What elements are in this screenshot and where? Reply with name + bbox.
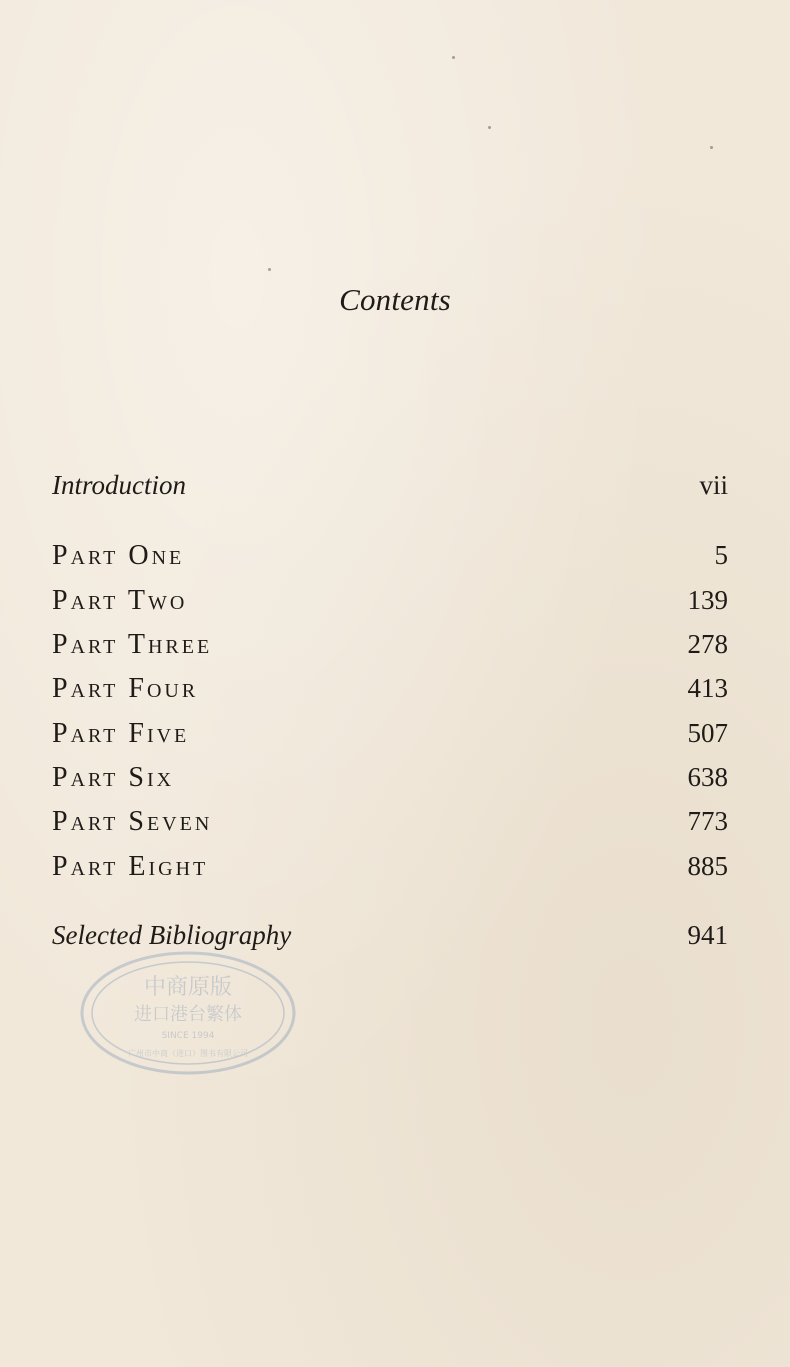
toc-entry-page: 773 [687, 806, 728, 836]
toc-entry-page: 638 [687, 762, 728, 792]
toc-entry-page: 941 [687, 920, 728, 950]
toc-entry-label: Part Eight [52, 851, 209, 882]
paper-speck [452, 56, 455, 59]
toc-entry-label: Part Four [52, 673, 199, 704]
toc-row-part-seven [52, 806, 728, 846]
stamp-text-bottom: 广州市中商（进口）图书有限公司 [128, 1049, 248, 1058]
paper-speck [488, 126, 491, 129]
toc-entry-label: Selected Bibliography [52, 920, 292, 950]
toc-entry-page: 5 [714, 540, 728, 570]
toc-entry-page: 885 [687, 851, 728, 881]
toc-row-part-three [52, 629, 728, 669]
toc-row-part-eight [52, 851, 728, 891]
toc-row-part-five [52, 718, 728, 758]
toc-entry-label: Part One [52, 540, 185, 571]
bookseller-stamp [78, 948, 298, 1078]
toc-entry-label: Part Three [52, 629, 213, 660]
paper-speck [268, 268, 271, 271]
toc-row-part-one [52, 540, 728, 580]
toc-entry-page: 413 [687, 673, 728, 703]
toc-entry-label: Introduction [52, 470, 186, 500]
toc-row-part-six [52, 762, 728, 802]
toc-row-part-two [52, 585, 728, 625]
toc-entry-label: Part Seven [52, 806, 213, 837]
toc-entry-page: 278 [687, 629, 728, 659]
toc-entry-page: 139 [687, 585, 728, 615]
stamp-text-since: SINCE 1994 [161, 1031, 215, 1041]
stamp-text-top: 中商原版 [143, 975, 233, 1000]
page-title: Contents [339, 282, 451, 317]
toc-entry-label: Part Five [52, 718, 190, 749]
stamp-text-middle: 进口港台繁体 [134, 1004, 242, 1025]
toc-row-introduction [52, 470, 728, 510]
toc-entry-page: vii [699, 470, 728, 500]
toc-entry-label: Part Two [52, 585, 188, 616]
paper-speck [710, 146, 713, 149]
toc-entry-page: 507 [687, 718, 728, 748]
toc-row-part-four [52, 673, 728, 713]
toc-entry-label: Part Six [52, 762, 175, 793]
